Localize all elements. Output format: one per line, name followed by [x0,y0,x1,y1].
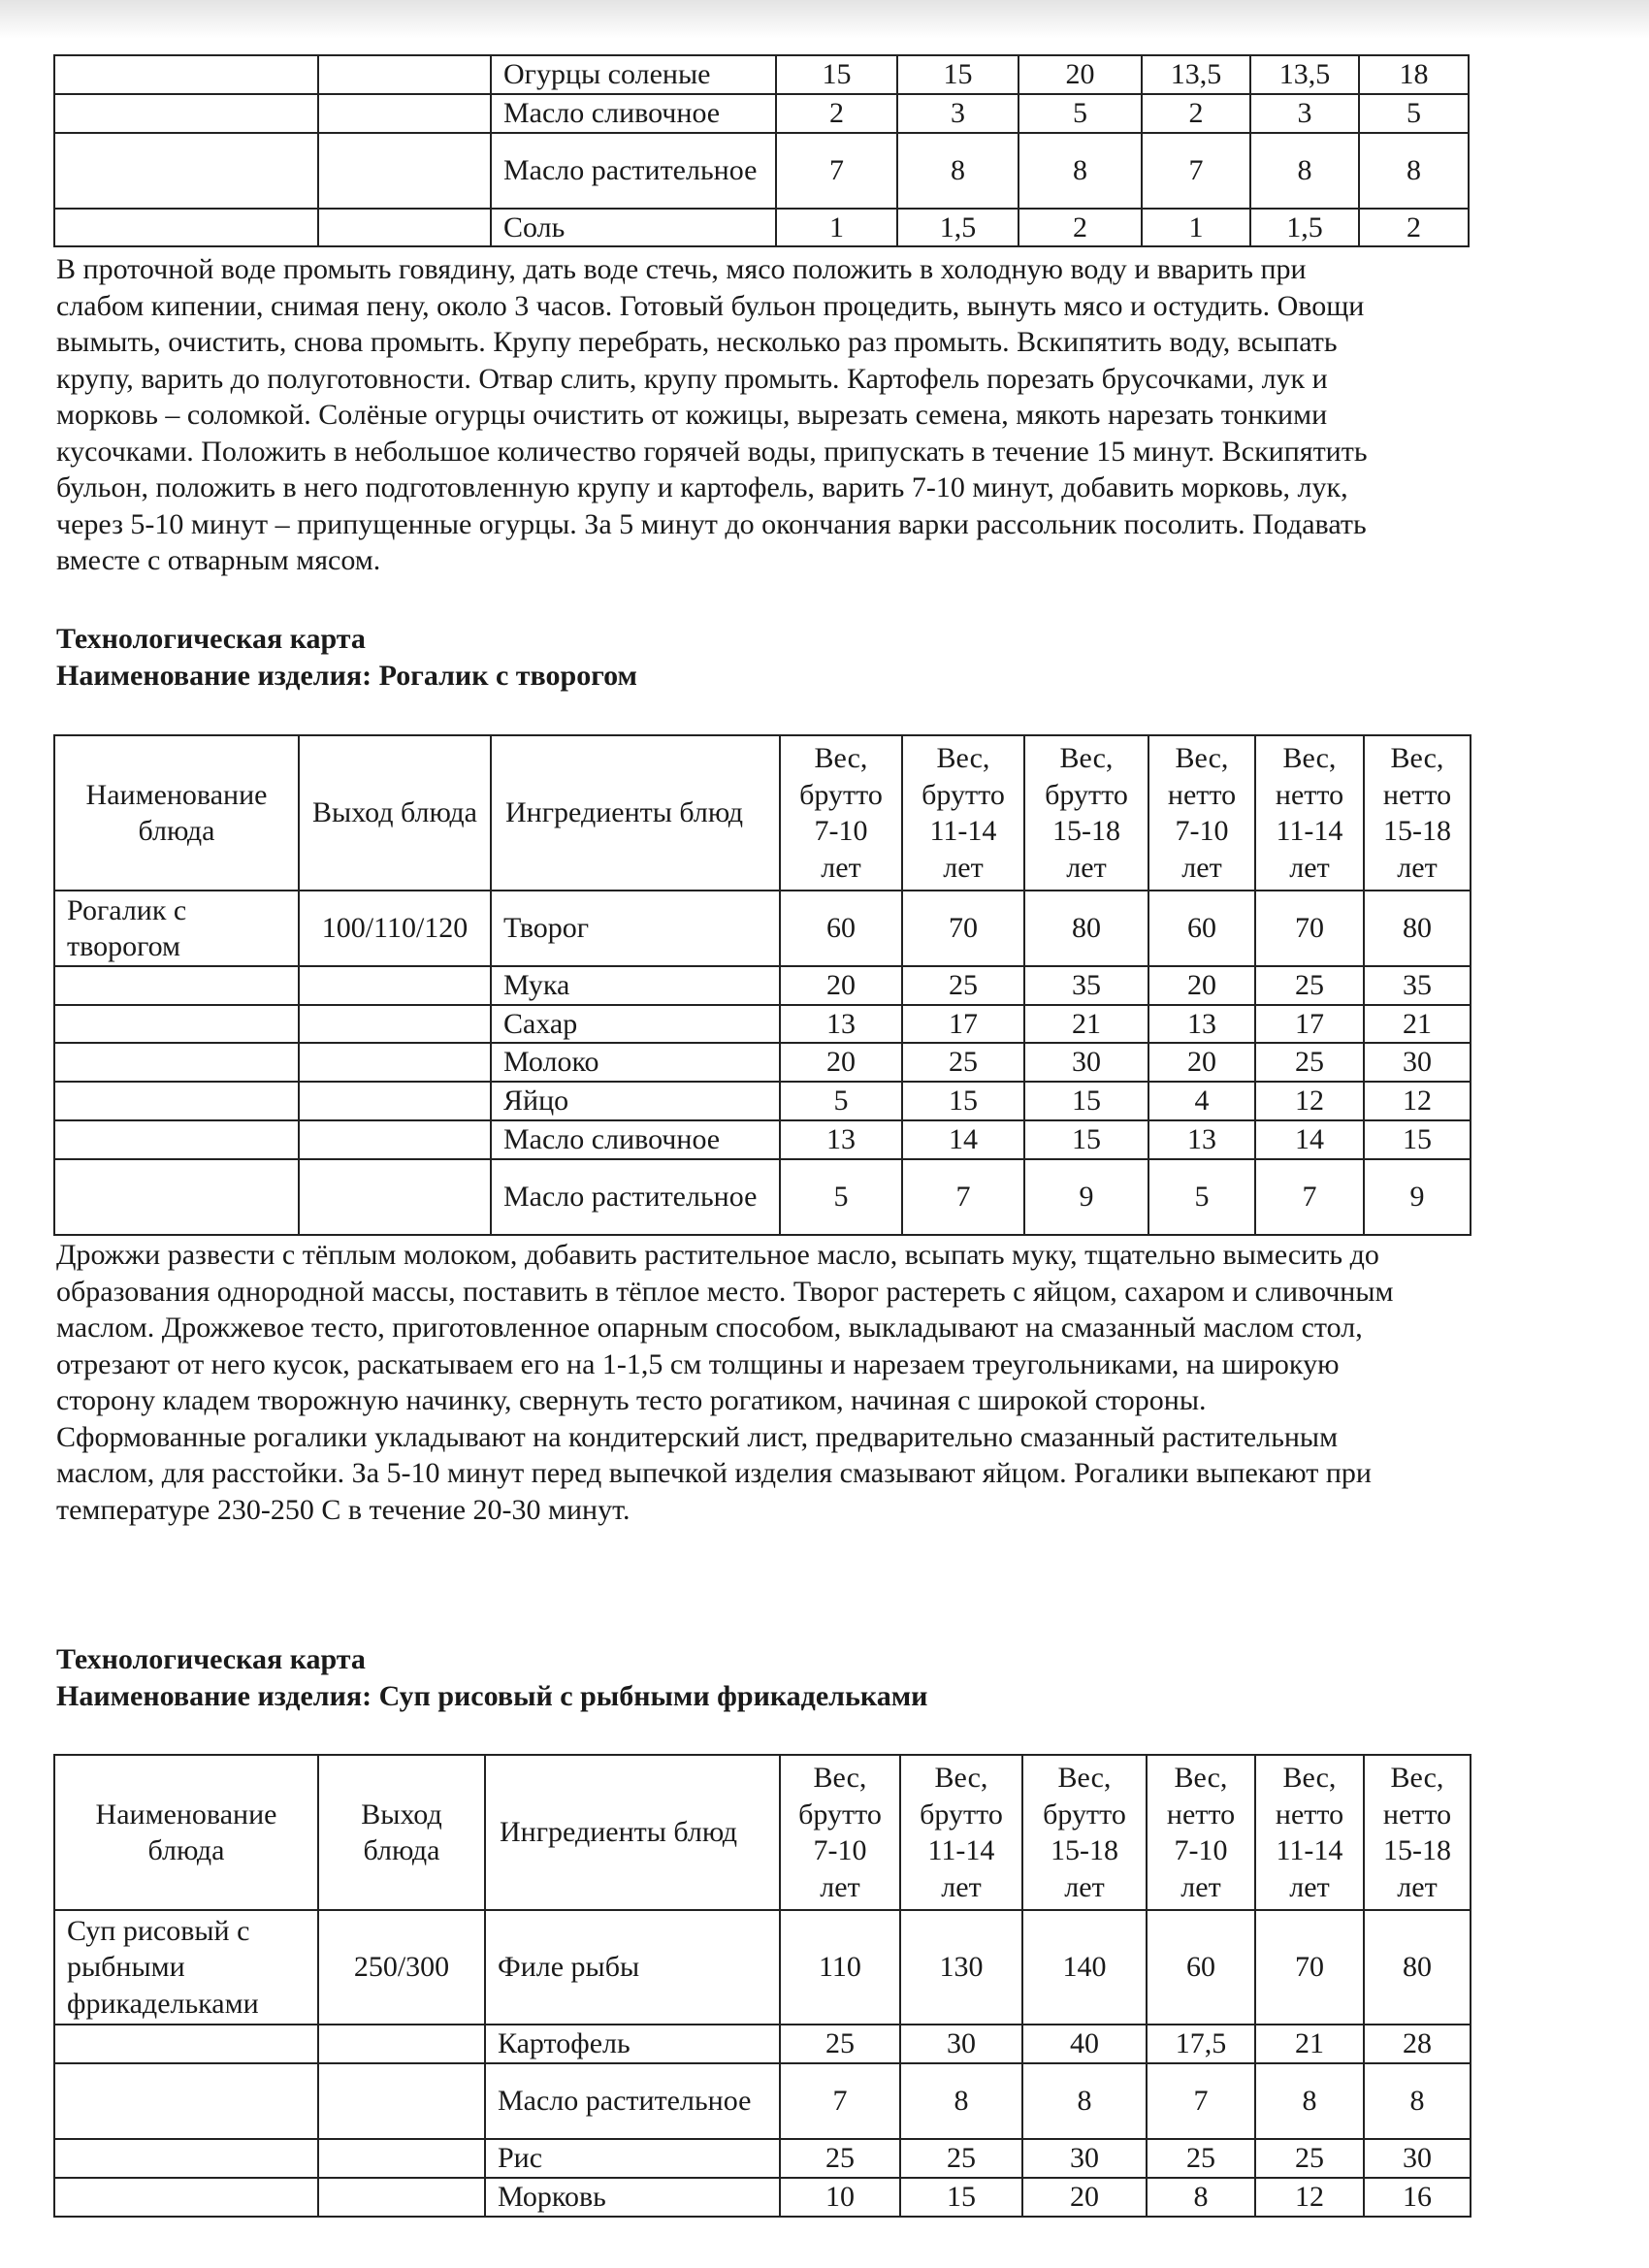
dish-cell [54,2178,318,2217]
text-line: сторону кладем творожную начинку, свернуть тесто рогатиком, начиная с широкой стороны. [56,1384,1207,1416]
value-cell: 28 [1364,2025,1471,2063]
value-cell: 15 [1024,1120,1148,1159]
text-line: образования однородной массы, поставить в тёплое место. Творог растереть с яйцом, сахаром и сливочным [56,1275,1394,1308]
value-cell: 20 [780,966,902,1005]
value-cell: 5 [1148,1159,1255,1235]
value-cell: 16 [1364,2178,1471,2217]
value-cell: 12 [1255,2178,1364,2217]
table-row [54,94,1469,133]
output-cell [299,966,491,1005]
value-cell: 25 [780,2025,900,2063]
column-header-dish: Наименование блюда [54,735,299,891]
value-cell: 13 [780,1120,902,1159]
value-cell: 8 [1359,133,1469,209]
value-cell: 3 [897,94,1018,133]
card-heading-rice-soup [56,1641,927,1715]
dish-cell: Суп рисовый с рыбными фрикадельками [54,1910,318,2025]
value-cell: 80 [1024,891,1148,966]
table-header-row [54,735,1471,891]
ingredient-cell: Рис [485,2139,780,2178]
value-cell: 15 [776,55,897,94]
value-cell: 8 [900,2063,1022,2139]
value-cell: 25 [902,1043,1024,1082]
output-cell [299,1159,491,1235]
text-line: крупу, варить до полуготовности. Отвар слить, крупу промыть. Картофель порезать брусочками, лук и [56,362,1328,395]
text-line: слабом кипении, снимая пену, около 3 часов. Готовый бульон процедить, вынуть мясо и остудить. Овощи [56,289,1365,322]
text-line: Дрожжи развести с тёплым молоком, добавить растительное масло, всыпать муку, тщательно вымесить до [56,1239,1379,1271]
text-line: морковь – соломкой. Солёные огурцы очистить от кожицы, вырезать семена, мякоть нарезать тонкими [56,399,1328,431]
value-cell: 13,5 [1250,55,1359,94]
ingredient-cell: Масло растительное [491,133,776,209]
column-header-weight: Вес, брутто 11-14 лет [902,735,1024,891]
value-cell: 20 [1148,1043,1255,1082]
value-cell: 110 [780,1910,900,2025]
value-cell: 7 [780,2063,900,2139]
output-cell [318,94,491,133]
dish-cell [54,133,318,209]
ingredient-cell: Творог [491,891,780,966]
table-row [54,1120,1471,1159]
value-cell: 8 [1018,133,1142,209]
output-cell [318,2063,485,2139]
value-cell: 7 [1147,2063,1255,2139]
value-cell: 35 [1024,966,1148,1005]
value-cell: 13 [1148,1005,1255,1044]
value-cell: 14 [902,1120,1024,1159]
value-cell: 7 [1142,133,1250,209]
text-line: вместе с отварным мясом. [56,544,381,576]
card-heading-rogalik [56,621,637,695]
dish-cell [54,1082,299,1120]
value-cell: 8 [1255,2063,1364,2139]
value-cell: 12 [1364,1082,1471,1120]
table-row [54,2139,1471,2178]
value-cell: 60 [1148,891,1255,966]
dish-cell [54,2063,318,2139]
value-cell: 1 [776,209,897,247]
value-cell: 130 [900,1910,1022,2025]
table-row [54,55,1469,94]
ingredient-cell: Филе рыбы [485,1910,780,2025]
ingredient-cell: Морковь [485,2178,780,2217]
value-cell: 80 [1364,891,1471,966]
value-cell: 60 [1147,1910,1255,2025]
value-cell: 2 [1359,209,1469,247]
value-cell: 5 [780,1082,902,1120]
value-cell: 4 [1148,1082,1255,1120]
value-cell: 40 [1022,2025,1147,2063]
section-title: Технологическая карта [56,1643,366,1675]
value-cell: 9 [1024,1159,1148,1235]
value-cell: 15 [1024,1082,1148,1120]
column-header-output: Выход блюда [318,1755,485,1910]
dish-cell [54,209,318,247]
column-header-dish: Наименование блюда [54,1755,318,1910]
column-header-ingredients: Ингредиенты блюд [491,735,780,891]
table-row [54,1159,1471,1235]
table-row [54,133,1469,209]
value-cell: 7 [1255,1159,1364,1235]
dish-cell [54,2139,318,2178]
ingredient-cell: Сахар [491,1005,780,1044]
table-row [54,966,1471,1005]
text-line: температуре 230-250 С в течение 20-30 минут. [56,1493,630,1526]
ingredient-cell: Огурцы соленые [491,55,776,94]
column-header-weight: Вес, нетто 15-18 лет [1364,1755,1471,1910]
column-header-weight: Вес, брутто 11-14 лет [900,1755,1022,1910]
output-cell [299,1043,491,1082]
value-cell: 20 [1018,55,1142,94]
output-cell [318,2178,485,2217]
output-cell [299,1005,491,1044]
value-cell: 7 [902,1159,1024,1235]
text-line: маслом. Дрожжевое тесто, приготовленное опарным способом, выкладывают на смазанный маслом стол, [56,1312,1363,1344]
column-header-weight: Вес, нетто 11-14 лет [1255,1755,1364,1910]
value-cell: 13,5 [1142,55,1250,94]
dish-cell: Рогалик с творогом [54,891,299,966]
column-header-weight: Вес, нетто 7-10 лет [1148,735,1255,891]
ingredient-cell: Масло растительное [485,2063,780,2139]
table-rogalik [53,734,1471,1236]
text-line: кусочками. Положить в небольшое количество горячей воды, припускать в течение 15 минут. Вскипятить [56,435,1368,468]
value-cell: 70 [1255,1910,1364,2025]
text-line: отрезают от него кусок, раскатываем его на 1-1,5 см толщины и нарезаем треугольниками, на широкую [56,1347,1340,1380]
ingredient-cell: Масло сливочное [491,1120,780,1159]
output-cell: 250/300 [318,1910,485,2025]
output-cell [299,1120,491,1159]
output-cell [318,2139,485,2178]
value-cell: 13 [780,1005,902,1044]
value-cell: 1,5 [1250,209,1359,247]
value-cell: 8 [1250,133,1359,209]
value-cell: 80 [1364,1910,1471,2025]
value-cell: 30 [1364,2139,1471,2178]
value-cell: 13 [1148,1120,1255,1159]
value-cell: 17 [1255,1005,1364,1044]
output-cell [299,1082,491,1120]
table-rassolnik-continuation [53,54,1470,247]
value-cell: 17 [902,1005,1024,1044]
value-cell: 8 [897,133,1018,209]
text-line: Сформованные рогалики укладывают на кондитерский лист, предварительно смазанный растительным [56,1420,1339,1453]
value-cell: 70 [1255,891,1364,966]
value-cell: 10 [780,2178,900,2217]
table-row [54,891,1471,966]
value-cell: 30 [900,2025,1022,2063]
value-cell: 9 [1364,1159,1471,1235]
value-cell: 15 [902,1082,1024,1120]
value-cell: 1,5 [897,209,1018,247]
text-line: маслом, для расстойки. За 5-10 минут перед выпечкой изделия смазывают яйцом. Рогалики выпекают при [56,1457,1372,1489]
section-title: Технологическая карта [56,623,366,655]
table-row [54,1005,1471,1044]
value-cell: 2 [776,94,897,133]
value-cell: 15 [900,2178,1022,2217]
column-header-weight: Вес, нетто 7-10 лет [1147,1755,1255,1910]
value-cell: 8 [1364,2063,1471,2139]
table-row [54,2025,1471,2063]
output-cell [318,209,491,247]
value-cell: 25 [1255,2139,1364,2178]
text-line: через 5-10 минут – припущенные огурцы. За 5 минут до окончания варки рассольник посолить. Подавать [56,507,1367,540]
column-header-output: Выход блюда [299,735,491,891]
ingredient-cell: Яйцо [491,1082,780,1120]
value-cell: 15 [1364,1120,1471,1159]
ingredient-cell: Масло растительное [491,1159,780,1235]
value-cell: 25 [1255,1043,1364,1082]
column-header-weight: Вес, нетто 11-14 лет [1255,735,1364,891]
output-cell [318,55,491,94]
dish-cell [54,966,299,1005]
table-rice-soup [53,1754,1471,2218]
dish-cell [54,94,318,133]
value-cell: 12 [1255,1082,1364,1120]
ingredient-cell: Картофель [485,2025,780,2063]
dish-cell [54,1159,299,1235]
value-cell: 25 [780,2139,900,2178]
ingredient-cell: Молоко [491,1043,780,1082]
table-row [54,1910,1471,2025]
value-cell: 30 [1022,2139,1147,2178]
output-cell [318,133,491,209]
recipe-instructions-rogalik [56,1237,1637,1528]
product-name-line: Наименование изделия: Суп рисовый с рыбными фрикадельками [56,1680,928,1712]
value-cell: 70 [902,891,1024,966]
column-header-weight: Вес, нетто 15-18 лет [1364,735,1471,891]
value-cell: 5 [1018,94,1142,133]
scan-artifact [0,0,1649,39]
text-line: вымыть, очистить, снова промыть. Крупу перебрать, несколько раз промыть. Вскипятить воду, всыпать [56,326,1338,358]
table-header-row [54,1755,1471,1910]
value-cell: 20 [1148,966,1255,1005]
column-header-weight: Вес, брутто 15-18 лет [1024,735,1148,891]
table-row [54,1043,1471,1082]
dish-cell [54,1043,299,1082]
value-cell: 14 [1255,1120,1364,1159]
ingredient-cell: Масло сливочное [491,94,776,133]
product-name-line: Наименование изделия: Рогалик с творогом [56,660,637,692]
output-cell: 100/110/120 [299,891,491,966]
value-cell: 7 [776,133,897,209]
value-cell: 5 [1359,94,1469,133]
text-line: В проточной воде промыть говядину, дать воде стечь, мясо положить в холодную воду и вварить при [56,253,1307,285]
value-cell: 21 [1364,1005,1471,1044]
column-header-weight: Вес, брутто 15-18 лет [1022,1755,1147,1910]
column-header-weight: Вес, брутто 7-10 лет [780,1755,900,1910]
table-row [54,209,1469,247]
value-cell: 25 [1255,966,1364,1005]
value-cell: 60 [780,891,902,966]
table-row [54,2178,1471,2217]
column-header-ingredients: Ингредиенты блюд [485,1755,780,1910]
output-cell [318,2025,485,2063]
value-cell: 3 [1250,94,1359,133]
value-cell: 21 [1024,1005,1148,1044]
ingredient-cell: Соль [491,209,776,247]
recipe-instructions-rassolnik [56,251,1628,579]
value-cell: 30 [1364,1043,1471,1082]
table-row [54,1082,1471,1120]
value-cell: 5 [780,1159,902,1235]
value-cell: 15 [897,55,1018,94]
value-cell: 20 [780,1043,902,1082]
value-cell: 1 [1142,209,1250,247]
value-cell: 2 [1018,209,1142,247]
table-row [54,2063,1471,2139]
text-line: бульон, положить в него подготовленную крупу и картофель, варить 7-10 минут, добавить морковь, лук, [56,471,1348,503]
value-cell: 8 [1147,2178,1255,2217]
value-cell: 140 [1022,1910,1147,2025]
value-cell: 8 [1022,2063,1147,2139]
value-cell: 20 [1022,2178,1147,2217]
value-cell: 21 [1255,2025,1364,2063]
value-cell: 2 [1142,94,1250,133]
value-cell: 25 [900,2139,1022,2178]
dish-cell [54,1120,299,1159]
value-cell: 25 [1147,2139,1255,2178]
value-cell: 30 [1024,1043,1148,1082]
value-cell: 17,5 [1147,2025,1255,2063]
value-cell: 18 [1359,55,1469,94]
ingredient-cell: Мука [491,966,780,1005]
dish-cell [54,1005,299,1044]
value-cell: 25 [902,966,1024,1005]
value-cell: 35 [1364,966,1471,1005]
column-header-weight: Вес, брутто 7-10 лет [780,735,902,891]
dish-cell [54,2025,318,2063]
dish-cell [54,55,318,94]
